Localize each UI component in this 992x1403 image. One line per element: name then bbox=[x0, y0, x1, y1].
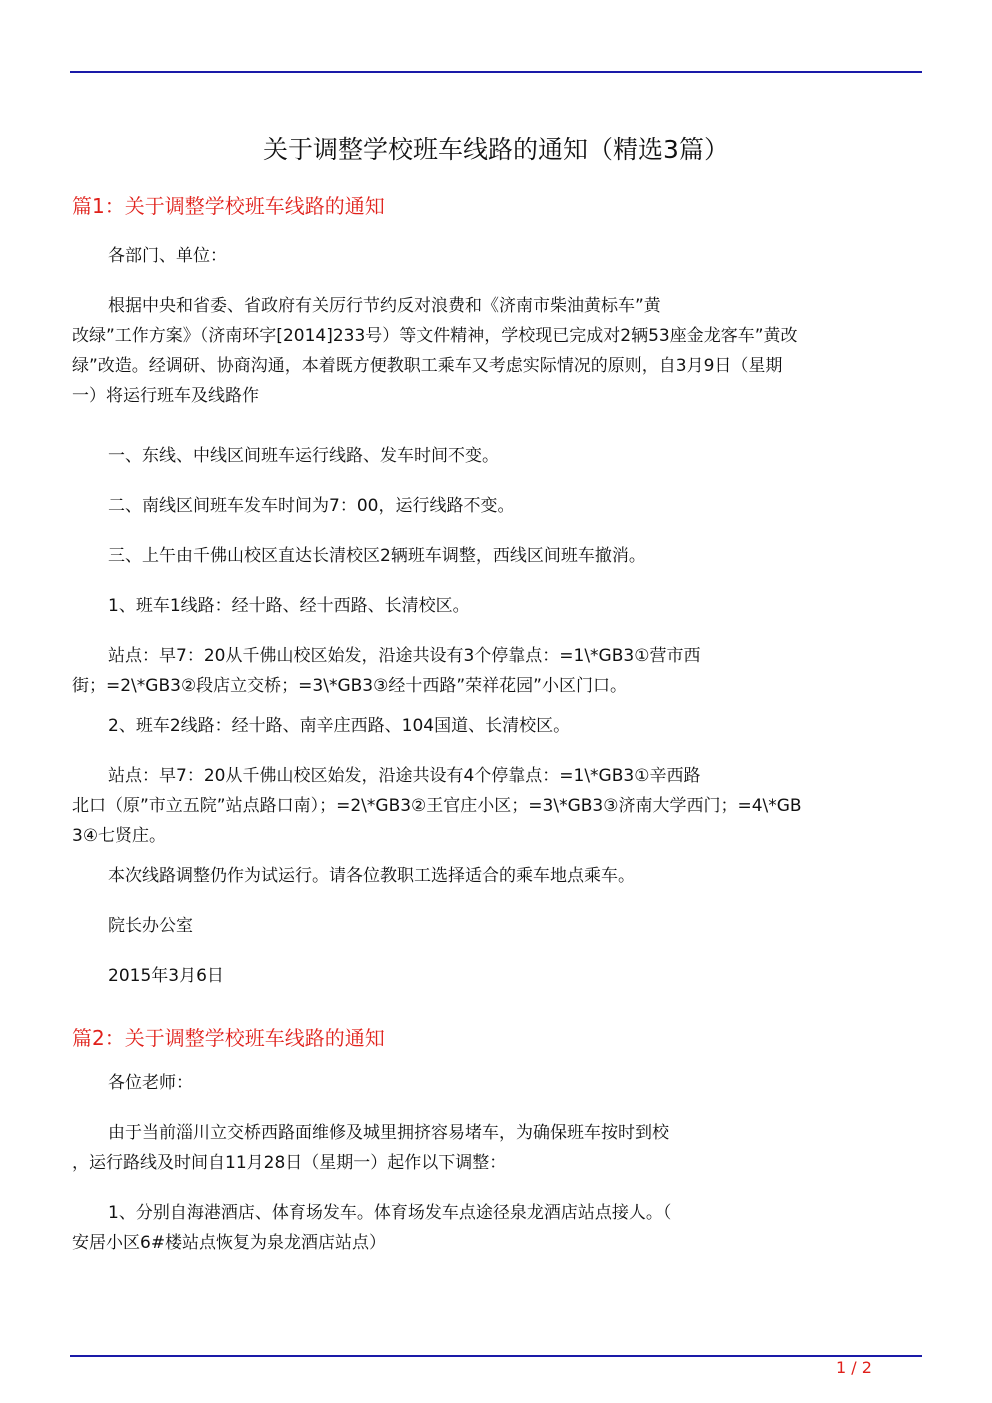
paragraph bbox=[72, 1118, 922, 1178]
text-line: 3④七贤庄。 bbox=[72, 826, 167, 846]
paragraph bbox=[72, 641, 922, 701]
text-line: 由于当前淄川立交桥西路面维修及城里拥挤容易堵车，为确保班车按时到校 bbox=[108, 1123, 669, 1143]
bottom-rule bbox=[70, 1355, 922, 1357]
text-line: 一、东线、中线区间班车运行线路、发车时间不变。 bbox=[108, 446, 499, 466]
text-line: 改绿”工作方案》（济南环字[2014]233号）等文件精神，学校现已完成对2辆53座金龙客车”黄改 bbox=[72, 326, 798, 346]
paragraph bbox=[72, 541, 922, 571]
paragraph bbox=[72, 291, 922, 411]
paragraph bbox=[72, 591, 922, 621]
text-line: 一）将运行班车及线路作 bbox=[72, 386, 259, 406]
text-line: 1、分别自海港酒店、体育场发车。体育场发车点途径泉龙酒店站点接人。（ bbox=[108, 1203, 672, 1223]
text-line: 二、南线区间班车发车时间为7：00，运行线路不变。 bbox=[108, 496, 515, 516]
text-line: 1、班车1线路：经十路、经十西路、长清校区。 bbox=[108, 596, 470, 616]
paragraph bbox=[72, 861, 922, 891]
text-line: 院长办公室 bbox=[108, 916, 193, 936]
text-line: 本次线路调整仍作为试运行。请各位教职工选择适合的乘车地点乘车。 bbox=[108, 866, 635, 886]
section-heading: 篇1：关于调整学校班车线路的通知 bbox=[72, 194, 385, 218]
text-line: 2015年3月6日 bbox=[108, 966, 224, 986]
text-line: 安居小区6#楼站点恢复为泉龙酒店站点） bbox=[72, 1233, 387, 1253]
text-line: 街；=2\*GB3②段店立交桥；=3\*GB3③经十西路”荣祥花园”小区门口。 bbox=[72, 676, 627, 696]
text-line: 北口（原”市立五院”站点路口南）；=2\*GB3②王官庄小区；=3\*GB3③济南大学西门；=4\*GB bbox=[72, 796, 802, 816]
section-heading: 篇2：关于调整学校班车线路的通知 bbox=[72, 1026, 385, 1050]
paragraph bbox=[72, 911, 922, 941]
text-line: 站点：早7：20从千佛山校区始发，沿途共设有4个停靠点：=1\*GB3①辛西路 bbox=[108, 766, 701, 786]
page-number: 1 / 2 bbox=[836, 1358, 872, 1377]
text-line: 2、班车2线路：经十路、南辛庄西路、104国道、长清校区。 bbox=[108, 716, 571, 736]
text-line: 各位老师： bbox=[108, 1073, 193, 1093]
document-title: 关于调整学校班车线路的通知（精选3篇） bbox=[263, 135, 729, 164]
text-line: 三、上午由千佛山校区直达长清校区2辆班车调整，西线区间班车撤消。 bbox=[108, 546, 646, 566]
paragraph bbox=[72, 1068, 922, 1098]
text-line: 各部门、单位： bbox=[108, 246, 227, 266]
paragraph bbox=[72, 761, 922, 851]
paragraph bbox=[72, 1198, 922, 1258]
paragraph bbox=[72, 491, 922, 521]
paragraph bbox=[72, 961, 922, 991]
paragraph bbox=[72, 241, 922, 271]
paragraph bbox=[72, 711, 922, 741]
text-line: 绿”改造。经调研、协商沟通，本着既方便教职工乘车又考虑实际情况的原则，自3月9日（星期 bbox=[72, 356, 783, 376]
text-line: ，运行路线及时间自11月28日（星期一）起作以下调整： bbox=[72, 1153, 507, 1173]
text-line: 站点：早7：20从千佛山校区始发，沿途共设有3个停靠点：=1\*GB3①营市西 bbox=[108, 646, 701, 666]
text-line: 根据中央和省委、省政府有关厉行节约反对浪费和《济南市柴油黄标车”黄 bbox=[108, 296, 661, 316]
top-rule bbox=[70, 71, 922, 73]
paragraph bbox=[72, 441, 922, 471]
